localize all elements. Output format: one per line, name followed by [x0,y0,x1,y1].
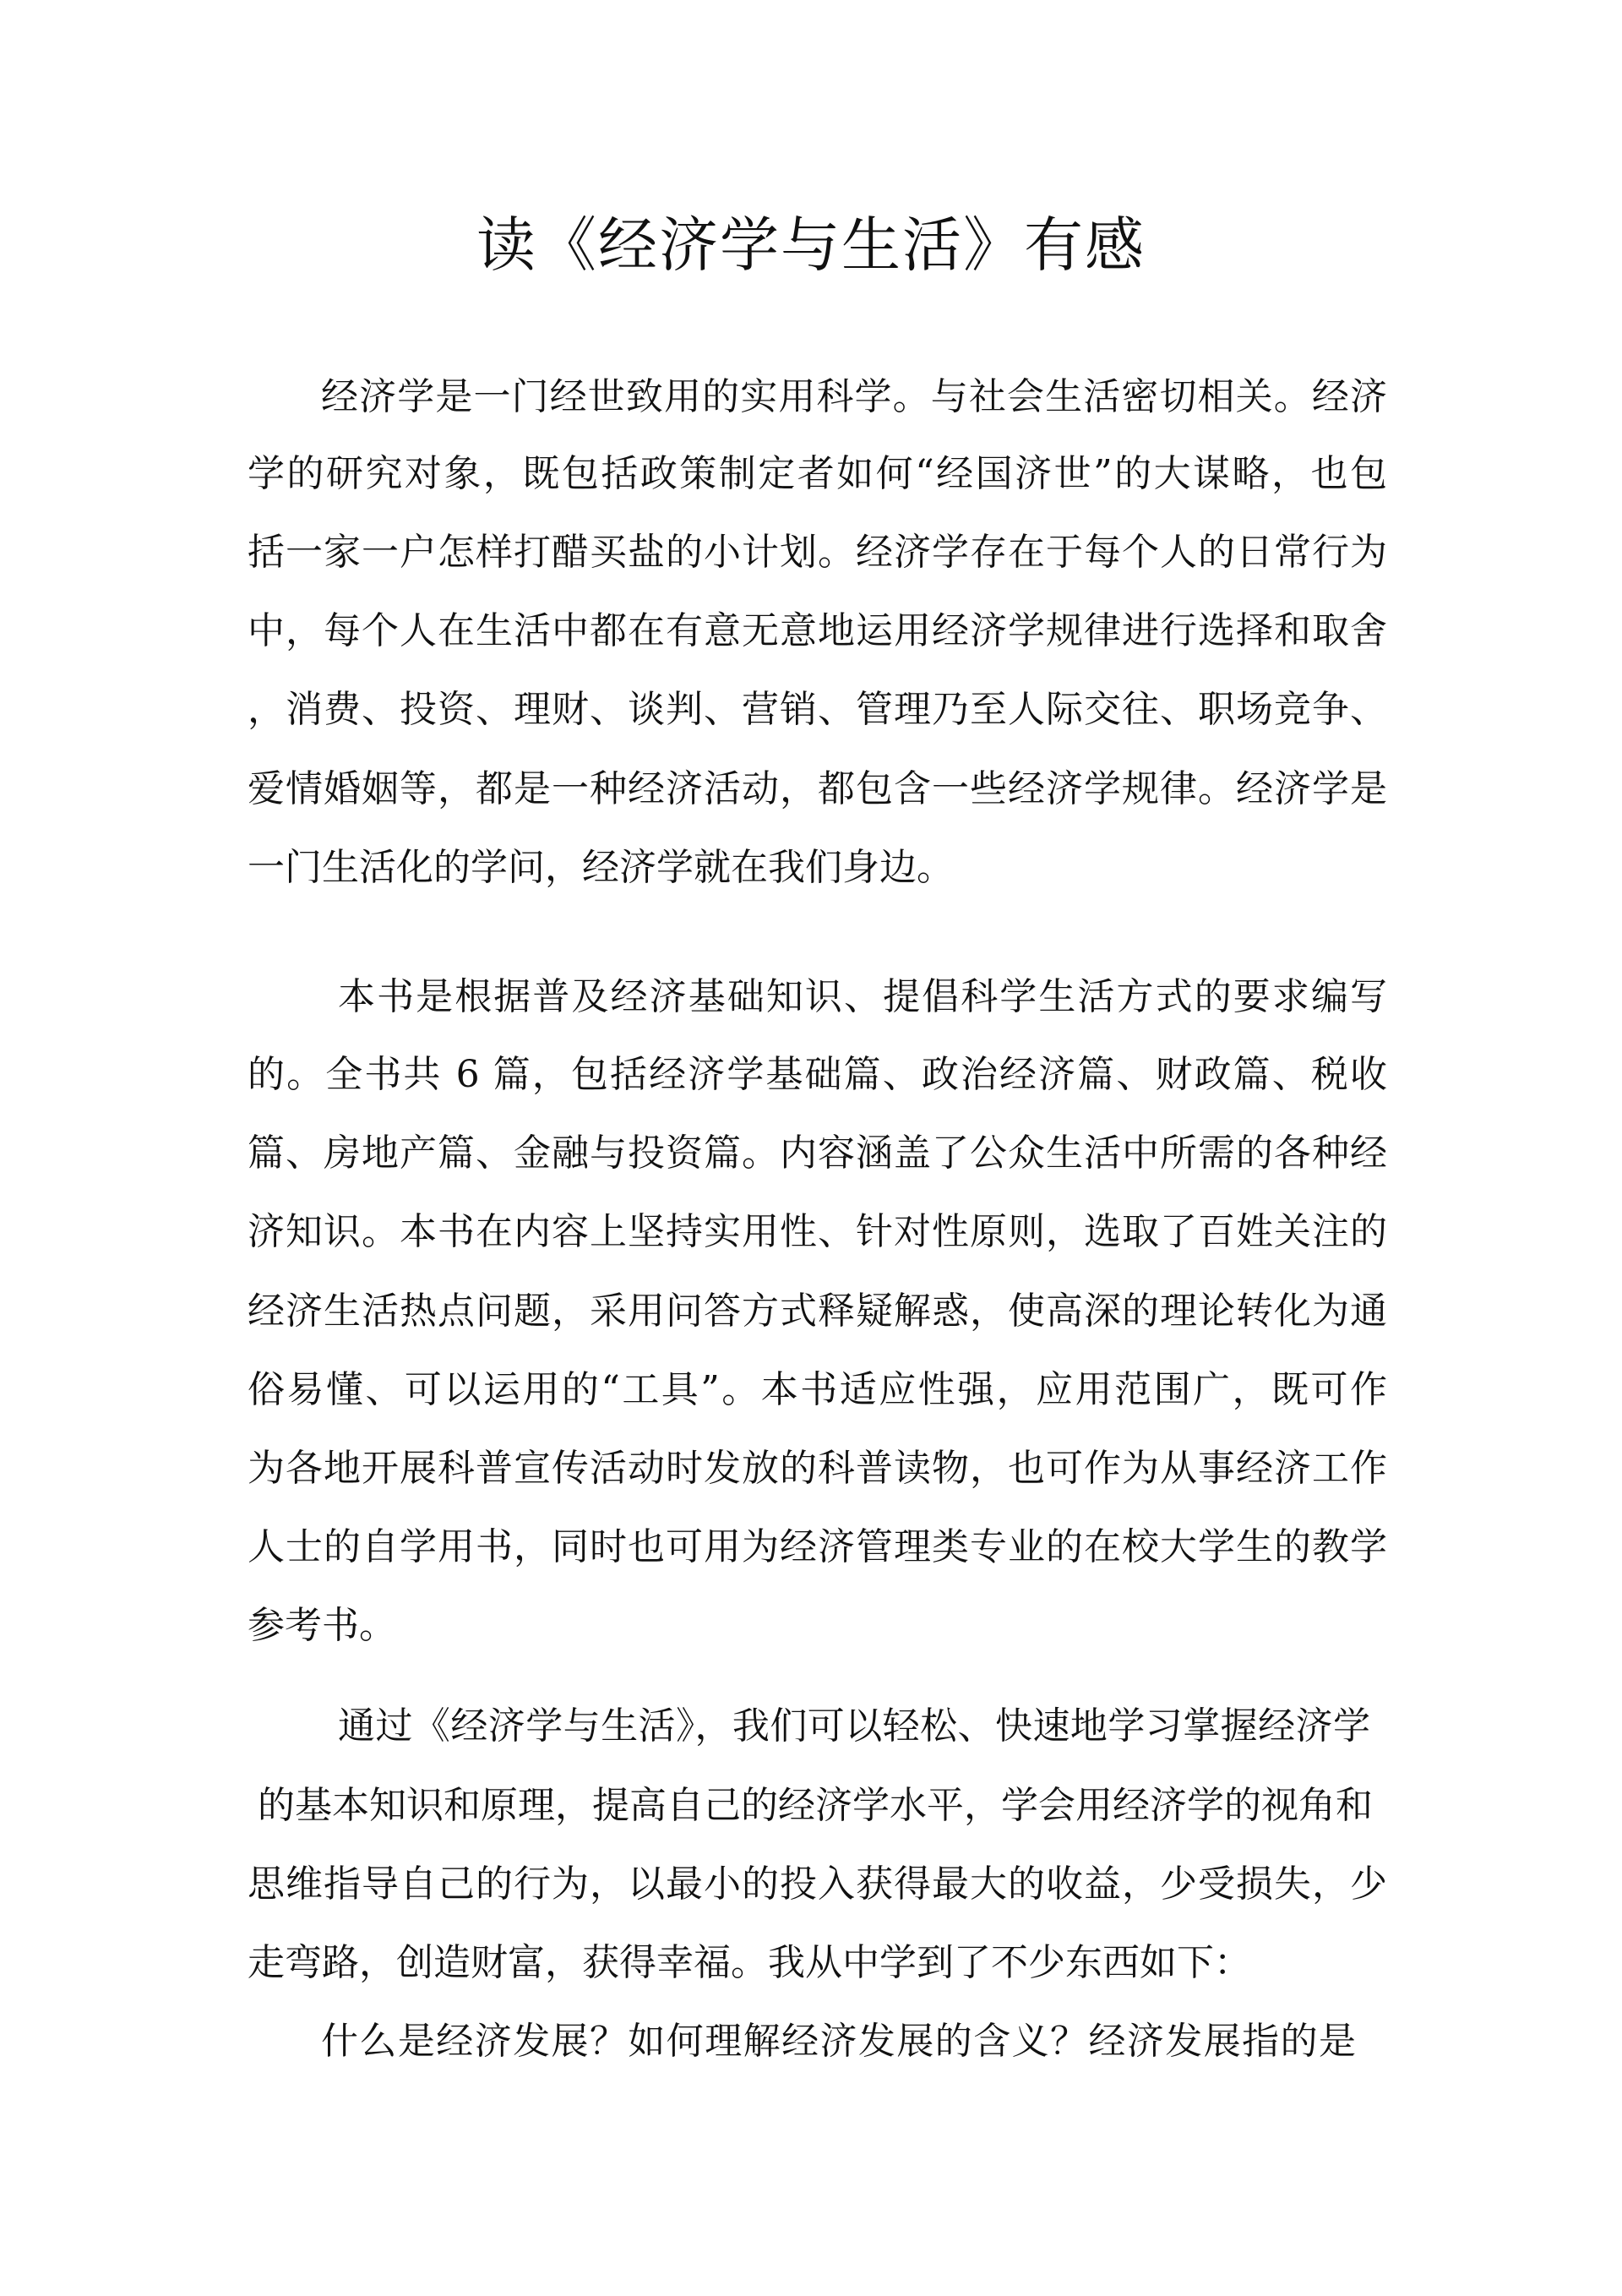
text-line: 参考书。 [248,1604,396,1647]
text-line: 什么是经济发展？如何理解经济发展的含义？经济发展指的是 [321,2020,1356,2063]
text-line: 一门生活化的学问，经济学就在我们身边。 [248,846,954,889]
text-line: 的基本知识和原理，提高自己的经济学水平，学会用经济学的视角和 [258,1784,1373,1827]
text-line: 中，每个人在生活中都在有意无意地运用经济学规律进行选择和取舍 [248,609,1387,652]
text-line: 括一家一户怎样打醋买盐的小计划。经济学存在于每个人的日常行为 [248,531,1387,574]
text-line: ，消费、投资、理财、谈判、营销、管理乃至人际交往、职场竞争、 [248,688,1387,731]
text-line: 的。全书共 6 篇，包括经济学基础篇、政治经济篇、财政篇、税收 [248,1053,1387,1096]
text-line: 通过《经济学与生活》，我们可以轻松、快速地学习掌握经济学 [338,1704,1370,1748]
text-line: 走弯路，创造财富，获得幸福。我从中学到了不少东西如下： [248,1941,1251,1984]
text-line: 俗易懂、可以运用的“工具”。本书适应性强，应用范围广，既可作 [248,1368,1387,1411]
text-line: 学的研究对象，既包括政策制定者如何“经国济世”的大谋略，也包 [248,452,1387,495]
text-line: 思维指导自己的行为，以最小的投入获得最大的收益，少受损失，少 [248,1862,1387,1906]
text-line: 经济生活热点问题，采用问答方式释疑解惑，使高深的理论转化为通 [248,1290,1387,1333]
text-line: 篇、房地产篇、金融与投资篇。内容涵盖了公众生活中所需的各种经 [248,1132,1387,1175]
text-line: 人士的自学用书，同时也可用为经济管理类专业的在校大学生的教学 [248,1525,1387,1568]
document-title: 读《经济学与生活》有感 [476,210,1146,280]
text-line: 爱情婚姻等，都是一种经济活动，都包含一些经济学规律。经济学是 [248,767,1387,810]
text-line: 本书是根据普及经济基础知识、提倡科学生活方式的要求编写 [338,975,1387,1018]
text-line: 经济学是一门经世致用的实用科学。与社会生活密切相关。经济 [321,375,1387,418]
text-line: 济知识。本书在内容上坚持实用性、针对性原则，选取了百姓关注的 [248,1210,1387,1253]
text-line: 为各地开展科普宣传活动时发放的科普读物，也可作为从事经济工作 [248,1447,1387,1490]
